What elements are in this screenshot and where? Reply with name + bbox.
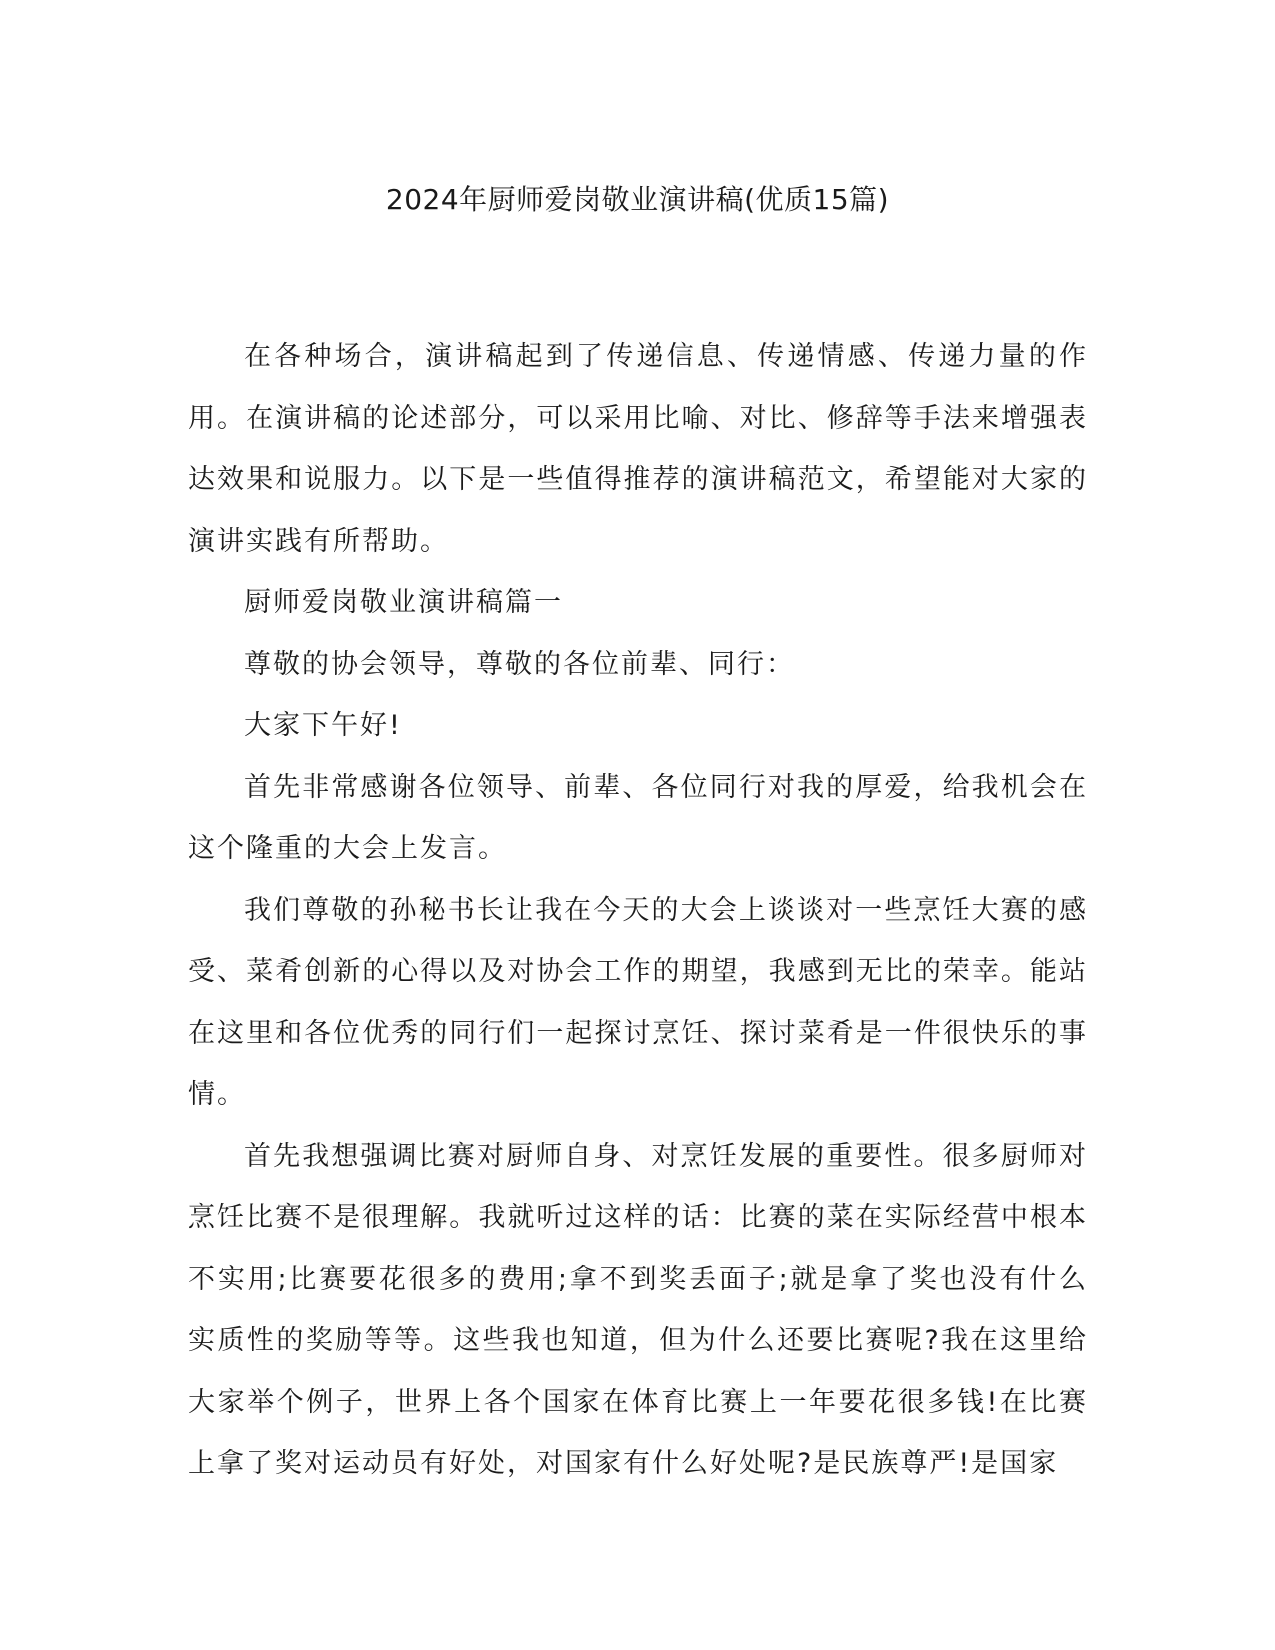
document-title: 2024年厨师爱岗敬业演讲稿(优质15篇)	[385, 183, 890, 216]
section-heading: 厨师爱岗敬业演讲稿篇一	[244, 587, 563, 618]
paragraph-honor: 我们尊敬的孙秘书长让我在今天的大会上谈谈对一些烹饪大赛的感受、菜肴创新的心得以及对协会工作的期望，我感到无比的荣幸。能站在这里和各位优秀的同行们一起探讨烹饪、探讨菜肴是一件很快乐的事情。	[188, 894, 1088, 1110]
paragraph-intro: 在各种场合，演讲稿起到了传递信息、传递情感、传递力量的作用。在演讲稿的论述部分，可以采用比喻、对比、修辞等手法来增强表达效果和说服力。以下是一些值得推荐的演讲稿范文，希望能对大家的演讲实践有所帮助。	[188, 341, 1088, 557]
document-body	[188, 326, 1088, 1495]
paragraph-thanks: 首先非常感谢各位领导、前辈、各位同行对我的厚爱，给我机会在这个隆重的大会上发言。	[188, 771, 1088, 864]
paragraph-competition: 首先我想强调比赛对厨师自身、对烹饪发展的重要性。很多厨师对烹饪比赛不是很理解。我就听过这样的话：比赛的菜在实际经营中根本不实用;比赛要花很多的费用;拿不到奖丢面子;就是拿了奖也没有什么实质性的奖励等等。这些我也知道，但为什么还要比赛呢?我在这里给大家举个例子，世界上各个国家在体育比赛上一年要花很多钱!在比赛上拿了奖对运动员有好处，对国家有什么好处呢?是民族尊严!是国家	[188, 1140, 1088, 1479]
greeting: 大家下午好!	[244, 710, 402, 741]
salutation: 尊敬的协会领导，尊敬的各位前辈、同行：	[244, 648, 795, 680]
